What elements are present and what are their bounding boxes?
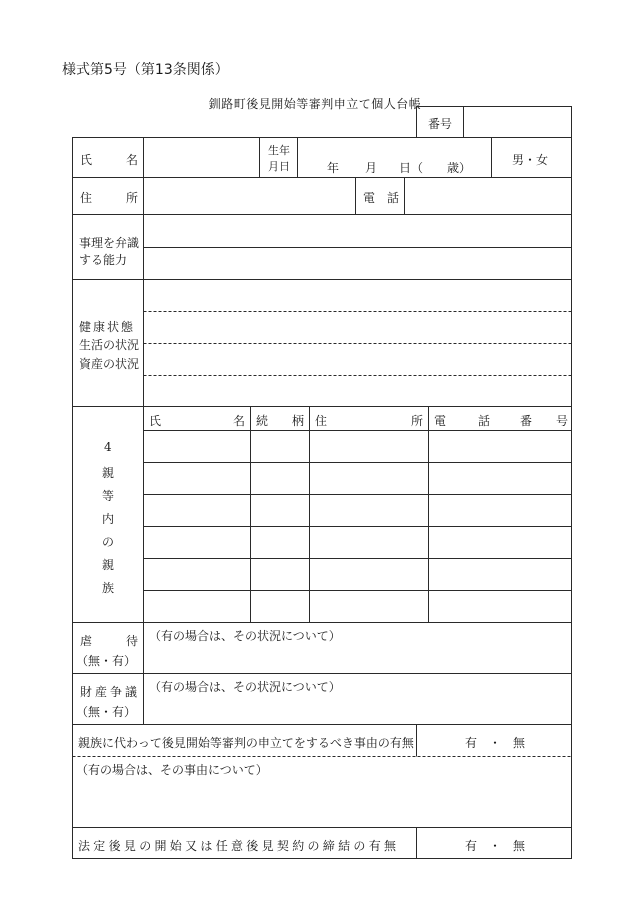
guardian-choice: 有 ・ 無	[465, 839, 526, 853]
rel-col-phone: 号	[556, 414, 569, 428]
property-yes-no: （無・有）	[76, 705, 137, 719]
rel-col-name-2: 名	[233, 414, 246, 428]
number-label: 番号	[428, 117, 453, 131]
property-note: （有の場合は、その状況について）	[149, 680, 341, 694]
address-label-1: 住	[80, 191, 93, 205]
rel-col-name-1: 氏	[149, 414, 162, 428]
rel-col-rel-2: 柄	[292, 414, 305, 428]
relatives-side-char: の	[102, 535, 115, 549]
abuse-note: （有の場合は、その状況について）	[149, 629, 341, 643]
name-label-2: 名	[126, 153, 139, 167]
form-number: 様式第5号（第13条関係）	[62, 62, 229, 78]
name-label-1: 氏	[80, 153, 93, 167]
ability-label-2: する能力	[79, 253, 128, 267]
relatives-side-4: 4	[104, 440, 112, 454]
abuse-label-2: 待	[126, 634, 139, 648]
birth-month: 月	[365, 161, 378, 175]
relatives-side-char: 親	[102, 466, 115, 480]
phone-label: 電 話	[363, 191, 400, 205]
guardian-question: 法定後見の開始又は任意後見契約の締結の有無	[78, 839, 400, 853]
birth-label-2: 月日	[268, 160, 290, 173]
relatives-side-char: 族	[102, 581, 115, 595]
address-label-2: 所	[126, 191, 139, 205]
health-label-3: 資産の状況	[79, 357, 140, 371]
relatives-side-char: 内	[102, 512, 115, 526]
sex-options: 男・女	[512, 153, 549, 167]
birth-label-1: 生年	[268, 144, 290, 157]
health-label-1: 健康状態	[79, 320, 136, 334]
health-label-2: 生活の状況	[79, 338, 140, 352]
reason-question: 親族に代わって後見開始等審判の申立てをするべき事由の有無	[78, 736, 414, 750]
page-title: 釧路町後見開始等審判申立て個人台帳	[208, 97, 422, 111]
birth-year: 年	[327, 161, 340, 175]
ability-label-1: 事理を弁識	[79, 236, 140, 250]
abuse-label-1: 虐	[80, 634, 93, 648]
rel-col-phone: 電	[434, 414, 447, 428]
reason-choice: 有 ・ 無	[465, 736, 526, 750]
relatives-side-char: 等	[102, 489, 115, 503]
abuse-yes-no: （無・有）	[76, 654, 137, 668]
rel-col-addr-1: 住	[315, 414, 328, 428]
rel-col-phone: 話	[478, 414, 491, 428]
relatives-side-char: 親	[102, 558, 115, 572]
age-unit: 歳）	[447, 161, 472, 175]
rel-col-rel-1: 続	[256, 414, 269, 428]
property-label: 財産争議	[80, 685, 141, 699]
rel-col-addr-2: 所	[411, 414, 424, 428]
reason-note: （有の場合は、その事由について）	[76, 763, 268, 777]
rel-col-phone: 番	[520, 414, 533, 428]
birth-day: 日（	[399, 161, 424, 175]
